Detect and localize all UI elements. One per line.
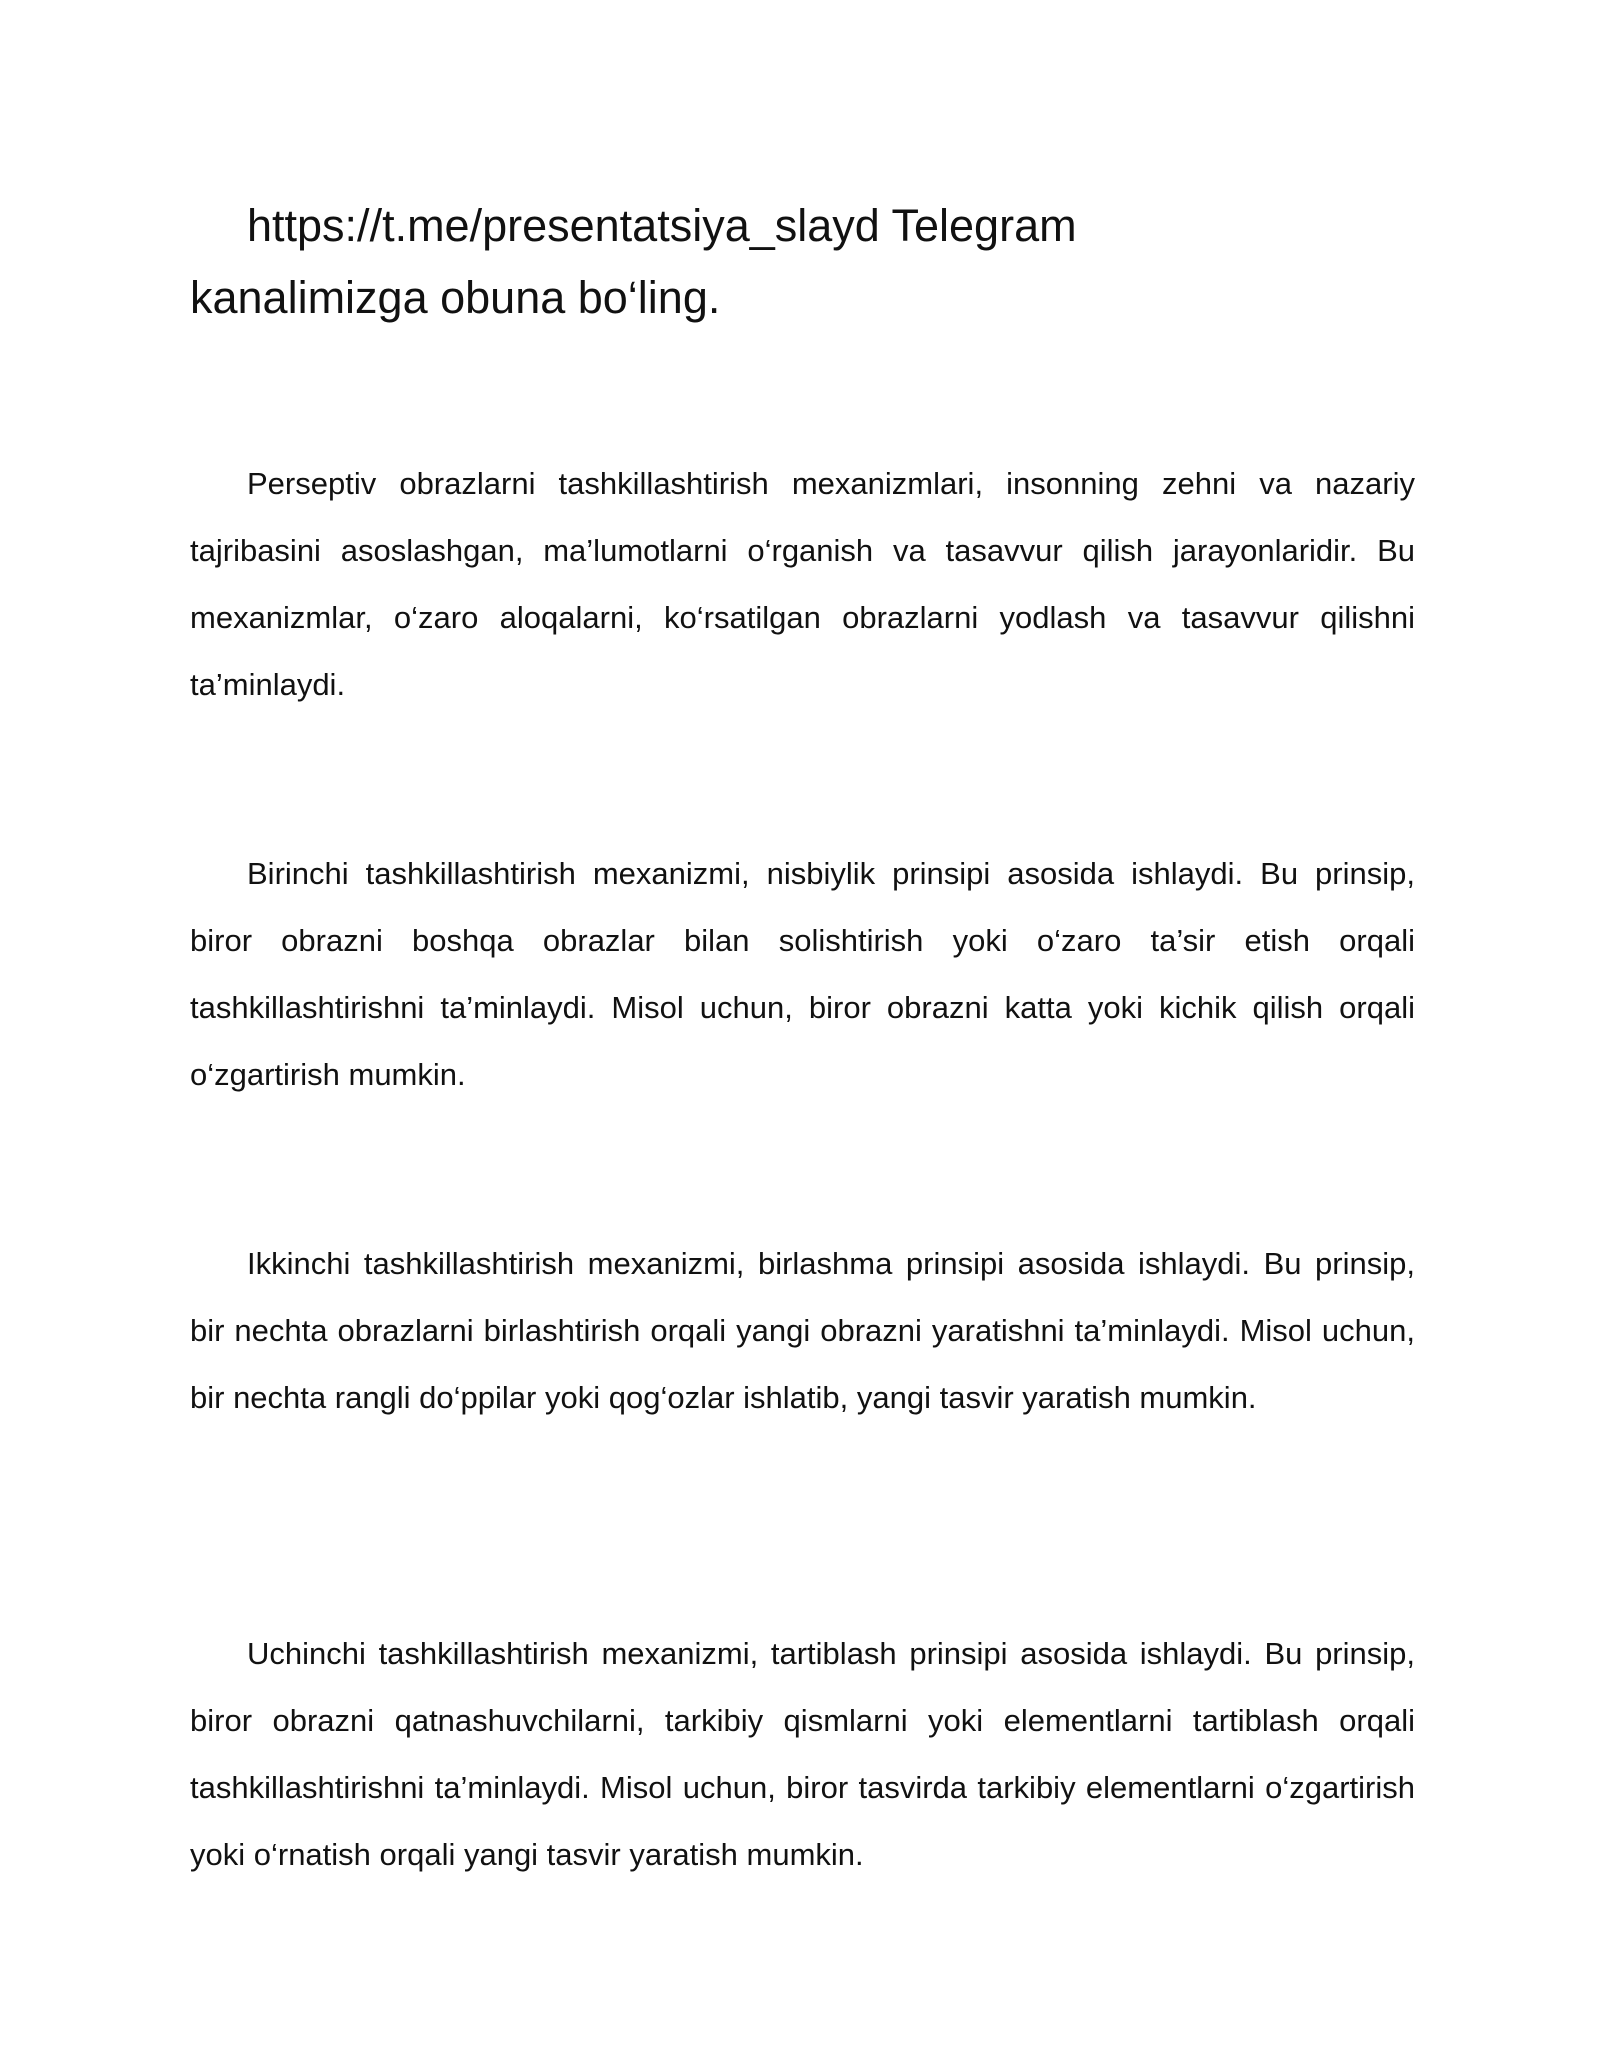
paragraph-second-mechanism: Ikkinchi tashkillashtirish mexanizmi, birlashma prinsipi asosida ishlaydi. Bu prinsip, bir nechta obrazlarni birlashtirish orqali yangi obrazni yaratishni ta’minlaydi. Misol uchun, bir nechta rangli do‘ppilar yoki qog‘ozlar ishlatib, yangi tasvir yaratish mumkin. xyxy=(190,1246,1415,1415)
paragraph-intro: Perseptiv obrazlarni tashkillashtirish mexanizmlari, insonning zehni va nazariy tajribasini asoslashgan, ma’lumotlarni o‘rganish va tasavvur qilish jarayonlaridir. Bu mexanizmlar, o‘zaro aloqalarni, ko‘rsatilgan obrazlarni yodlash va tasavvur qilishni ta’minlaydi. xyxy=(190,466,1415,702)
paragraph-first-mechanism: Birinchi tashkillashtirish mexanizmi, nisbiylik prinsipi asosida ishlaydi. Bu prinsip, biror obrazni boshqa obrazlar bilan solishtirish yoki o‘zaro ta’sir etish orqali tashkillashtirishni ta’minlaydi. Misol uchun, biror obrazni katta yoki kichik qilish orqali o‘zgartirish mumkin. xyxy=(190,856,1415,1092)
paragraph-third-mechanism: Uchinchi tashkillashtirish mexanizmi, tartiblash prinsipi asosida ishlaydi. Bu prinsip, biror obrazni qatnashuvchilarni, tarkibiy qismlarni yoki elementlarni tartiblash orqali tashkillashtirishni ta’minlaydi. Misol uchun, biror tasvirda tarkibiy elementlarni o‘zgartirish yoki o‘rnatish orqali yangi tasvir yaratish mumkin. xyxy=(190,1636,1415,1872)
telegram-channel-heading: https://t.me/presentatsiya_slayd Telegram kanalimizga obuna bo‘ling. xyxy=(190,200,1077,323)
